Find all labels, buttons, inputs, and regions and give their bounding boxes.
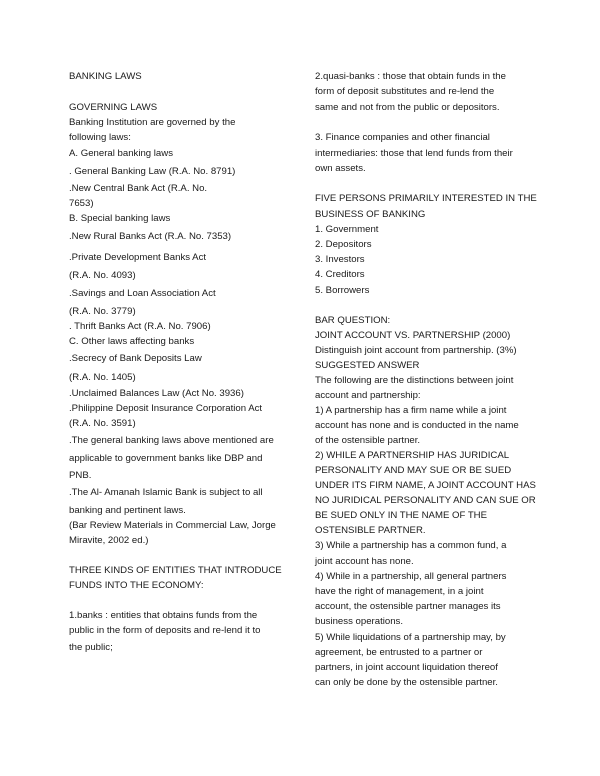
distinction-item: UNDER ITS FIRM NAME, A JOINT ACCOUNT HAS xyxy=(315,480,536,491)
section-heading: FUNDS INTO THE ECONOMY: xyxy=(69,580,204,591)
distinction-item: 2) WHILE A PARTNERSHIP HAS JURIDICAL xyxy=(315,450,510,461)
distinction-item: agreement, be entrusted to a partner or xyxy=(315,647,483,658)
section-heading: BUSINESS OF BANKING xyxy=(315,209,426,220)
law-item: (R.A. No. 1405) xyxy=(69,372,136,383)
entity-item: public in the form of deposits and re-lend it to xyxy=(69,625,261,636)
governing-laws-heading: GOVERNING LAWS xyxy=(69,102,158,113)
distinction-item: have the right of management, in a joint xyxy=(315,586,484,597)
distinction-item: joint account has none. xyxy=(315,556,414,567)
law-item: .New Rural Banks Act (R.A. No. 7353) xyxy=(69,231,232,242)
law-item: .Private Development Banks Act xyxy=(69,252,207,263)
distinction-item: NO JURIDICAL PERSONALITY AND CAN SUE OR xyxy=(315,495,536,506)
note-text: banking and pertinent laws. xyxy=(69,505,186,516)
law-item: . Thrift Banks Act (R.A. No. 7906) xyxy=(69,321,211,332)
entity-item: intermediaries: those that lend funds from their xyxy=(315,148,513,159)
law-item: (R.A. No. 3591) xyxy=(69,418,136,429)
note-text: PNB. xyxy=(69,470,92,481)
intro-text: Banking Institution are governed by the xyxy=(69,117,236,128)
question-title: JOINT ACCOUNT VS. PARTNERSHIP (2000) xyxy=(315,330,511,341)
person-item: 2. Depositors xyxy=(315,239,372,250)
section-heading: THREE KINDS OF ENTITIES THAT INTRODUCE xyxy=(69,565,282,576)
distinction-item: can only be done by the ostensible partner. xyxy=(315,677,498,688)
law-item: (R.A. No. 4093) xyxy=(69,270,136,281)
intro-text: following laws: xyxy=(69,132,131,143)
entity-item: 1.banks : entities that obtains funds from the xyxy=(69,610,258,621)
entity-item: the public; xyxy=(69,642,113,653)
distinction-item: account, the ostensible partner manages its xyxy=(315,601,501,612)
suggested-answer-heading: SUGGESTED ANSWER xyxy=(315,360,420,371)
distinction-item: partners, in joint account liquidation thereof xyxy=(315,662,498,673)
special-banking-laws-heading: B. Special banking laws xyxy=(69,213,171,224)
law-item: . General Banking Law (R.A. No. 8791) xyxy=(69,166,236,177)
answer-text: account and partnership: xyxy=(315,390,421,401)
distinction-item: 4) While in a partnership, all general partners xyxy=(315,571,507,582)
answer-text: The following are the distinctions between joint xyxy=(315,375,514,386)
entity-item: form of deposit substitutes and re-lend the xyxy=(315,86,495,97)
section-heading: FIVE PERSONS PRIMARILY INTERESTED IN THE xyxy=(315,193,537,204)
citation-text: (Bar Review Materials in Commercial Law, Jorge xyxy=(69,520,276,531)
person-item: 1. Government xyxy=(315,224,379,235)
person-item: 3. Investors xyxy=(315,254,365,265)
distinction-item: account has none and is conducted in the name xyxy=(315,420,519,431)
bar-question-heading: BAR QUESTION: xyxy=(315,315,391,326)
distinction-item: 3) While a partnership has a common fund, a xyxy=(315,540,507,551)
distinction-item: OSTENSIBLE PARTNER. xyxy=(315,525,426,536)
general-banking-laws-heading: A. General banking laws xyxy=(69,148,173,159)
question-text: Distinguish joint account from partnership. (3%) xyxy=(315,345,517,356)
entity-item: 2.quasi-banks : those that obtain funds in the xyxy=(315,71,506,82)
law-item: 7653) xyxy=(69,198,94,209)
distinction-item: business operations. xyxy=(315,616,403,627)
law-item: .New Central Bank Act (R.A. No. xyxy=(69,183,208,194)
note-text: .The Al- Amanah Islamic Bank is subject to all xyxy=(69,487,263,498)
entity-item: 3. Finance companies and other financial xyxy=(315,132,490,143)
distinction-item: 1) A partnership has a firm name while a joint xyxy=(315,405,507,416)
distinction-item: PERSONALITY AND MAY SUE OR BE SUED xyxy=(315,465,512,476)
entity-item: own assets. xyxy=(315,163,366,174)
citation-text: Miravite, 2002 ed.) xyxy=(69,535,149,546)
law-item: .Philippine Deposit Insurance Corporation Act xyxy=(69,403,263,414)
other-laws-heading: C. Other laws affecting banks xyxy=(69,336,195,347)
distinction-item: BE SUED ONLY IN THE NAME OF THE xyxy=(315,510,488,521)
law-item: .Savings and Loan Association Act xyxy=(69,288,216,299)
document-title: BANKING LAWS xyxy=(69,71,142,82)
distinction-item: 5) While liquidations of a partnership may, by xyxy=(315,632,506,643)
entity-item: same and not from the public or depositors. xyxy=(315,102,500,113)
law-item: (R.A. No. 3779) xyxy=(69,306,136,317)
distinction-item: of the ostensible partner. xyxy=(315,435,421,446)
person-item: 4. Creditors xyxy=(315,269,365,280)
law-item: .Unclaimed Balances Law (Act No. 3936) xyxy=(69,388,244,399)
law-item: .Secrecy of Bank Deposits Law xyxy=(69,353,202,364)
note-text: .The general banking laws above mentioned are xyxy=(69,435,274,446)
note-text: applicable to government banks like DBP and xyxy=(69,453,263,464)
person-item: 5. Borrowers xyxy=(315,285,370,296)
